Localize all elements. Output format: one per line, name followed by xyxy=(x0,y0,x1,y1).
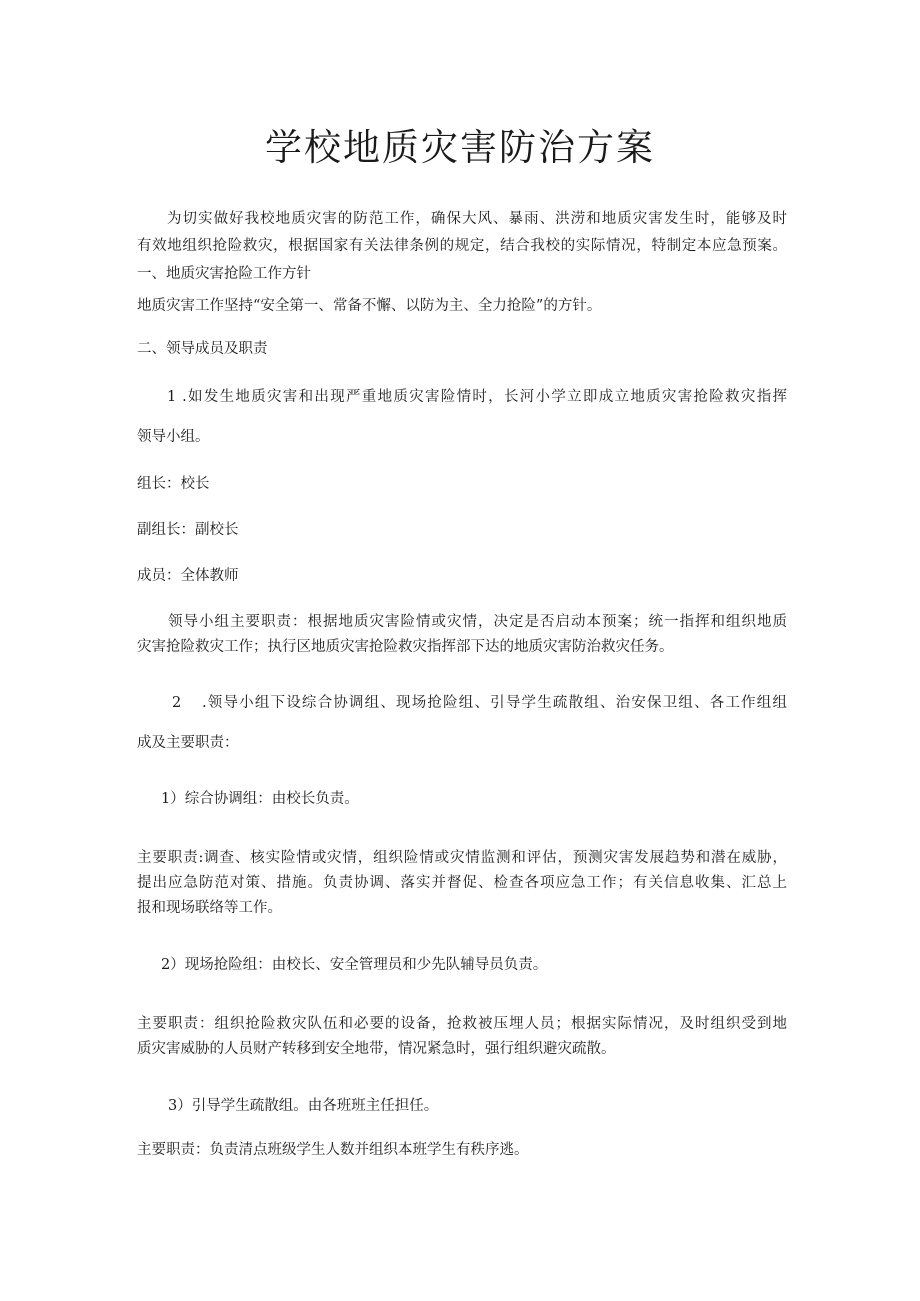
vice-leader-line: 副组长：副校长 xyxy=(137,522,239,538)
group-3-heading: 3）引导学生疏散组。由各班班主任担任。 xyxy=(168,1098,439,1114)
item-1-line-1: 1 .如发生地质灾害和出现严重地质灾害险情时，长河小学立即成立地质灾害抢险救灾指挥 xyxy=(167,389,787,405)
item-2-line-2: 成及主要职责： xyxy=(137,735,239,751)
group-2-line-2: 质灾害威胁的人员财产转移到安全地带，情况紧急时，强行组织避灾疏散。 xyxy=(137,1041,616,1057)
intro-line-2: 有效地组织抢险救灾，根据国家有关法律条例的规定，结合我校的实际情况，特制定本应急预案。 xyxy=(137,238,787,254)
item-2-text: .领导小组下设综合协调组、现场抢险组、引导学生疏散组、治安保卫组、各工作组组 xyxy=(202,695,787,711)
group-1-line-3: 报和现场联络等工作。 xyxy=(137,900,282,916)
item-2-number: 2 xyxy=(172,695,182,711)
intro-line-1: 为切实做好我校地质灾害的防范工作，确保大风、暴雨、洪涝和地质灾害发生时，能够及时 xyxy=(167,211,787,227)
group-1-line-2: 提出应急防范对策、措施。负责协调、落实并督促、检查各项应急工作；有关信息收集、汇总上 xyxy=(137,875,787,891)
duties-line-1: 领导小组主要职责：根据地质灾害险情或灾情，决定是否启动本预案；统一指挥和组织地质 xyxy=(168,614,787,630)
item-2-line-1 xyxy=(172,691,787,715)
document-title: 学校地质灾害防治方案 xyxy=(265,126,655,169)
section-2-heading: 二、领导成员及职责 xyxy=(137,341,268,357)
leader-line: 组长：校长 xyxy=(137,476,210,492)
group-3-line-1: 主要职责：负责清点班级学生人数并组织本班学生有秩序逃。 xyxy=(137,1142,529,1158)
item-1-line-2: 领导小组。 xyxy=(137,429,210,445)
group-1-line-1: 主要职责:调查、核实险情或灾情，组织险情或灾情监测和评估，预测灾害发展趋势和潜在威胁， xyxy=(137,850,787,866)
members-line: 成员：全体教师 xyxy=(137,568,239,584)
section-1-heading: 一、地质灾害抢险工作方针 xyxy=(137,266,311,282)
duties-line-2: 灾害抢险救灾工作；执行区地质灾害抢险救灾指挥部下达的地质灾害防治救灾任务。 xyxy=(137,639,674,655)
group-2-heading: 2）现场抢险组：由校长、安全管理员和少先队辅导员负责。 xyxy=(161,957,548,973)
group-2-line-1: 主要职责：组织抢险救灾队伍和必要的设备，抢救被压埋人员；根据实际情况，及时组织受到地 xyxy=(137,1016,787,1032)
section-1-body: 地质灾害工作坚持“安全第一、常备不懈、以防为主、全力抢险”的方针。 xyxy=(137,298,602,314)
group-1-heading: 1）综合协调组：由校长负责。 xyxy=(161,791,359,807)
